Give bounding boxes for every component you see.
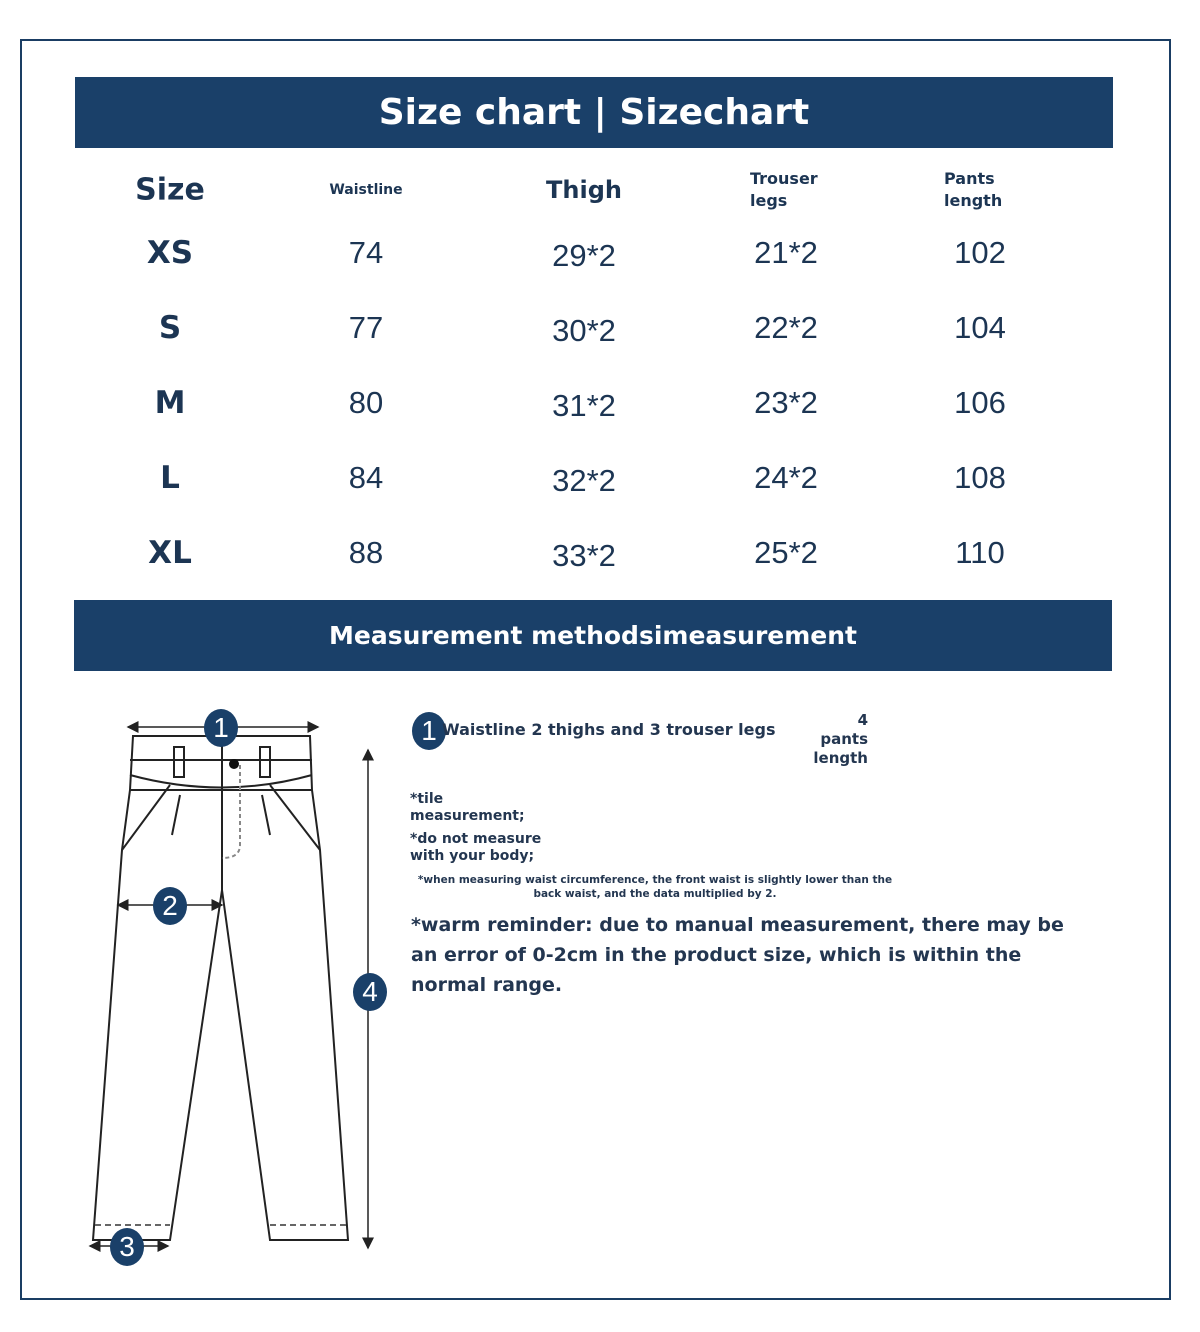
size-value: 104 [954,310,1006,345]
size-value: 24*2 [754,460,818,495]
size-value: 32*2 [552,463,616,498]
legend-pants-length: 4 pants length [813,711,868,767]
size-value: 30*2 [552,313,616,348]
column-header: Pants length [944,169,1003,210]
size-value: 22*2 [754,310,818,345]
legend-marker: 1 [412,712,446,750]
size-value: 88 [348,535,384,570]
size-label: L [160,460,180,496]
size-value: 106 [954,385,1006,420]
size-value: 29*2 [552,238,616,273]
column-header: Waistline [329,182,403,198]
marker-length: 4 [353,973,387,1011]
size-value: 23*2 [754,385,818,420]
size-label: XS [146,235,194,271]
size-label: S [158,310,182,346]
size-value: 102 [954,235,1006,270]
size-value: 31*2 [552,388,616,423]
size-value: 108 [954,460,1006,495]
column-header: Thigh [546,176,622,204]
marker-thigh: 2 [153,887,187,925]
method-title: Measurement methodsimeasurement [74,600,1112,671]
size-value: 110 [955,535,1005,570]
size-value: 21*2 [754,235,818,270]
size-value: 25*2 [754,535,818,570]
note-waist: *when measuring waist circumference, the front waist is slightly lower than the back waist, and the data multiplied by 2. [417,874,893,900]
marker-waist: 1 [204,709,238,747]
page-title: Size chart | Sizechart [75,77,1113,148]
size-value: 33*2 [552,538,616,573]
size-value: 80 [348,385,384,420]
size-value: 77 [348,310,384,345]
marker-leg: 3 [110,1228,144,1266]
legend-text: Waistline 2 thighs and 3 trouser legs [442,720,776,739]
size-label: M [154,385,186,421]
column-header: Trouser legs [750,169,818,210]
size-label: XL [148,535,192,571]
column-header: Size [135,172,205,208]
size-value: 84 [348,460,384,495]
note-body: *do not measure with your body; [410,831,542,864]
size-value: 74 [348,235,384,270]
warm-reminder: *warm reminder: due to manual measurement, there may be an error of 0-2cm in the product size, which is within the normal range. [411,914,1064,996]
pants-outline [93,736,348,1240]
note-tile: *tile measurement; [410,791,525,824]
